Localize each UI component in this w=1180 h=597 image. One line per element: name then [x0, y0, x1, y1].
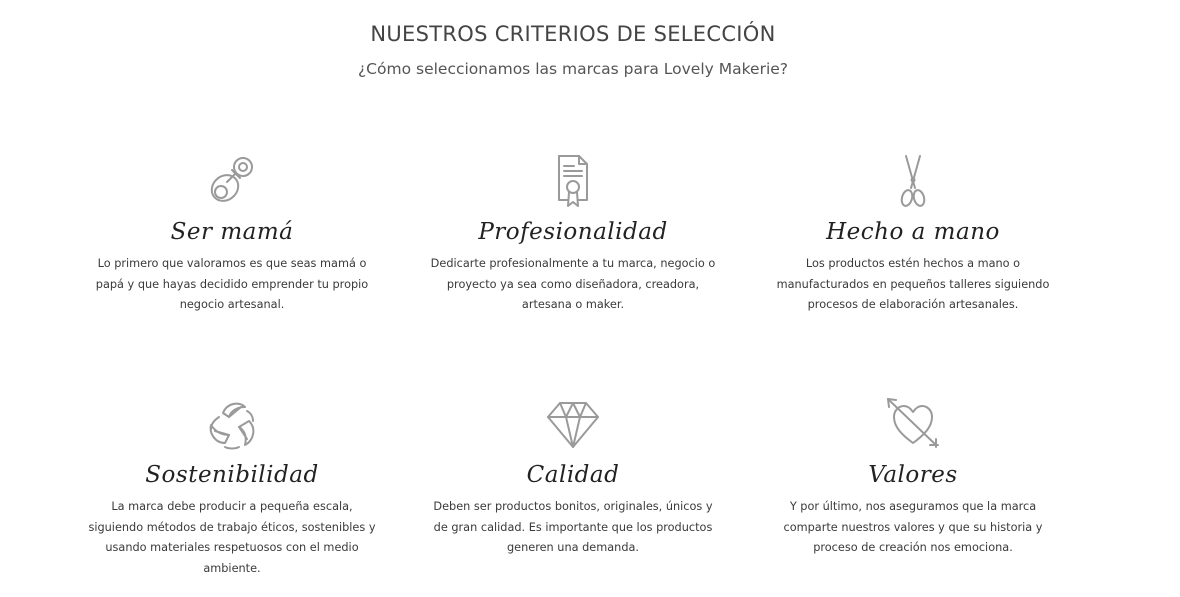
criterion-card-valores	[765, 393, 1061, 559]
criterion-description: Lo primero que valoramos es que seas mamá o papá y que hayas decidido emprender tu propio negocio artesanal.	[95, 257, 369, 312]
pacifier-icon	[201, 150, 263, 212]
certificate-icon	[542, 150, 604, 212]
criterion-card-sostenibilidad	[84, 393, 380, 579]
recycle-leaves-icon	[201, 393, 263, 455]
criterion-card-profesionalidad	[425, 150, 721, 316]
criterion-description: Y por último, nos aseguramos que la marca comparte nuestros valores y que su historia y proceso de creación nos emociona.	[783, 500, 1043, 555]
criterion-description: Deben ser productos bonitos, originales, únicos y de gran calidad. Es importante que los productos generen una demanda.	[433, 500, 713, 555]
criterion-card-calidad	[425, 393, 721, 559]
diamond-icon	[542, 393, 604, 455]
criterion-title: Hecho a mano	[826, 219, 1000, 245]
criterion-title: Ser mamá	[170, 219, 294, 245]
criterion-description: Dedicarte profesionalmente a tu marca, negocio o proyecto ya sea como diseñadora, creadora, artesana o maker.	[430, 257, 716, 312]
section-title: NUESTROS CRITERIOS DE SELECCIÓN	[370, 22, 776, 46]
heart-arrow-icon	[882, 393, 944, 455]
criterion-card-ser-mama	[84, 150, 380, 316]
criterion-title: Sostenibilidad	[145, 462, 319, 488]
section-subtitle: ¿Cómo seleccionamos las marcas para Lovely Makerie?	[357, 60, 789, 78]
criterion-description: Los productos estén hechos a mano o manufacturados en pequeños talleres siguiendo procesos de elaboración artesanales.	[776, 257, 1050, 312]
criterion-description: La marca debe producir a pequeña escala, siguiendo métodos de trabajo éticos, sostenibles y usando materiales respetuosos con el medio ambiente.	[88, 500, 376, 575]
section-header	[0, 22, 1180, 78]
scissors-icon	[882, 150, 944, 212]
criterion-title: Valores	[868, 462, 958, 488]
criterion-card-hecho-a-mano	[765, 150, 1061, 316]
criterion-title: Calidad	[526, 462, 620, 488]
criterion-title: Profesionalidad	[478, 219, 668, 245]
